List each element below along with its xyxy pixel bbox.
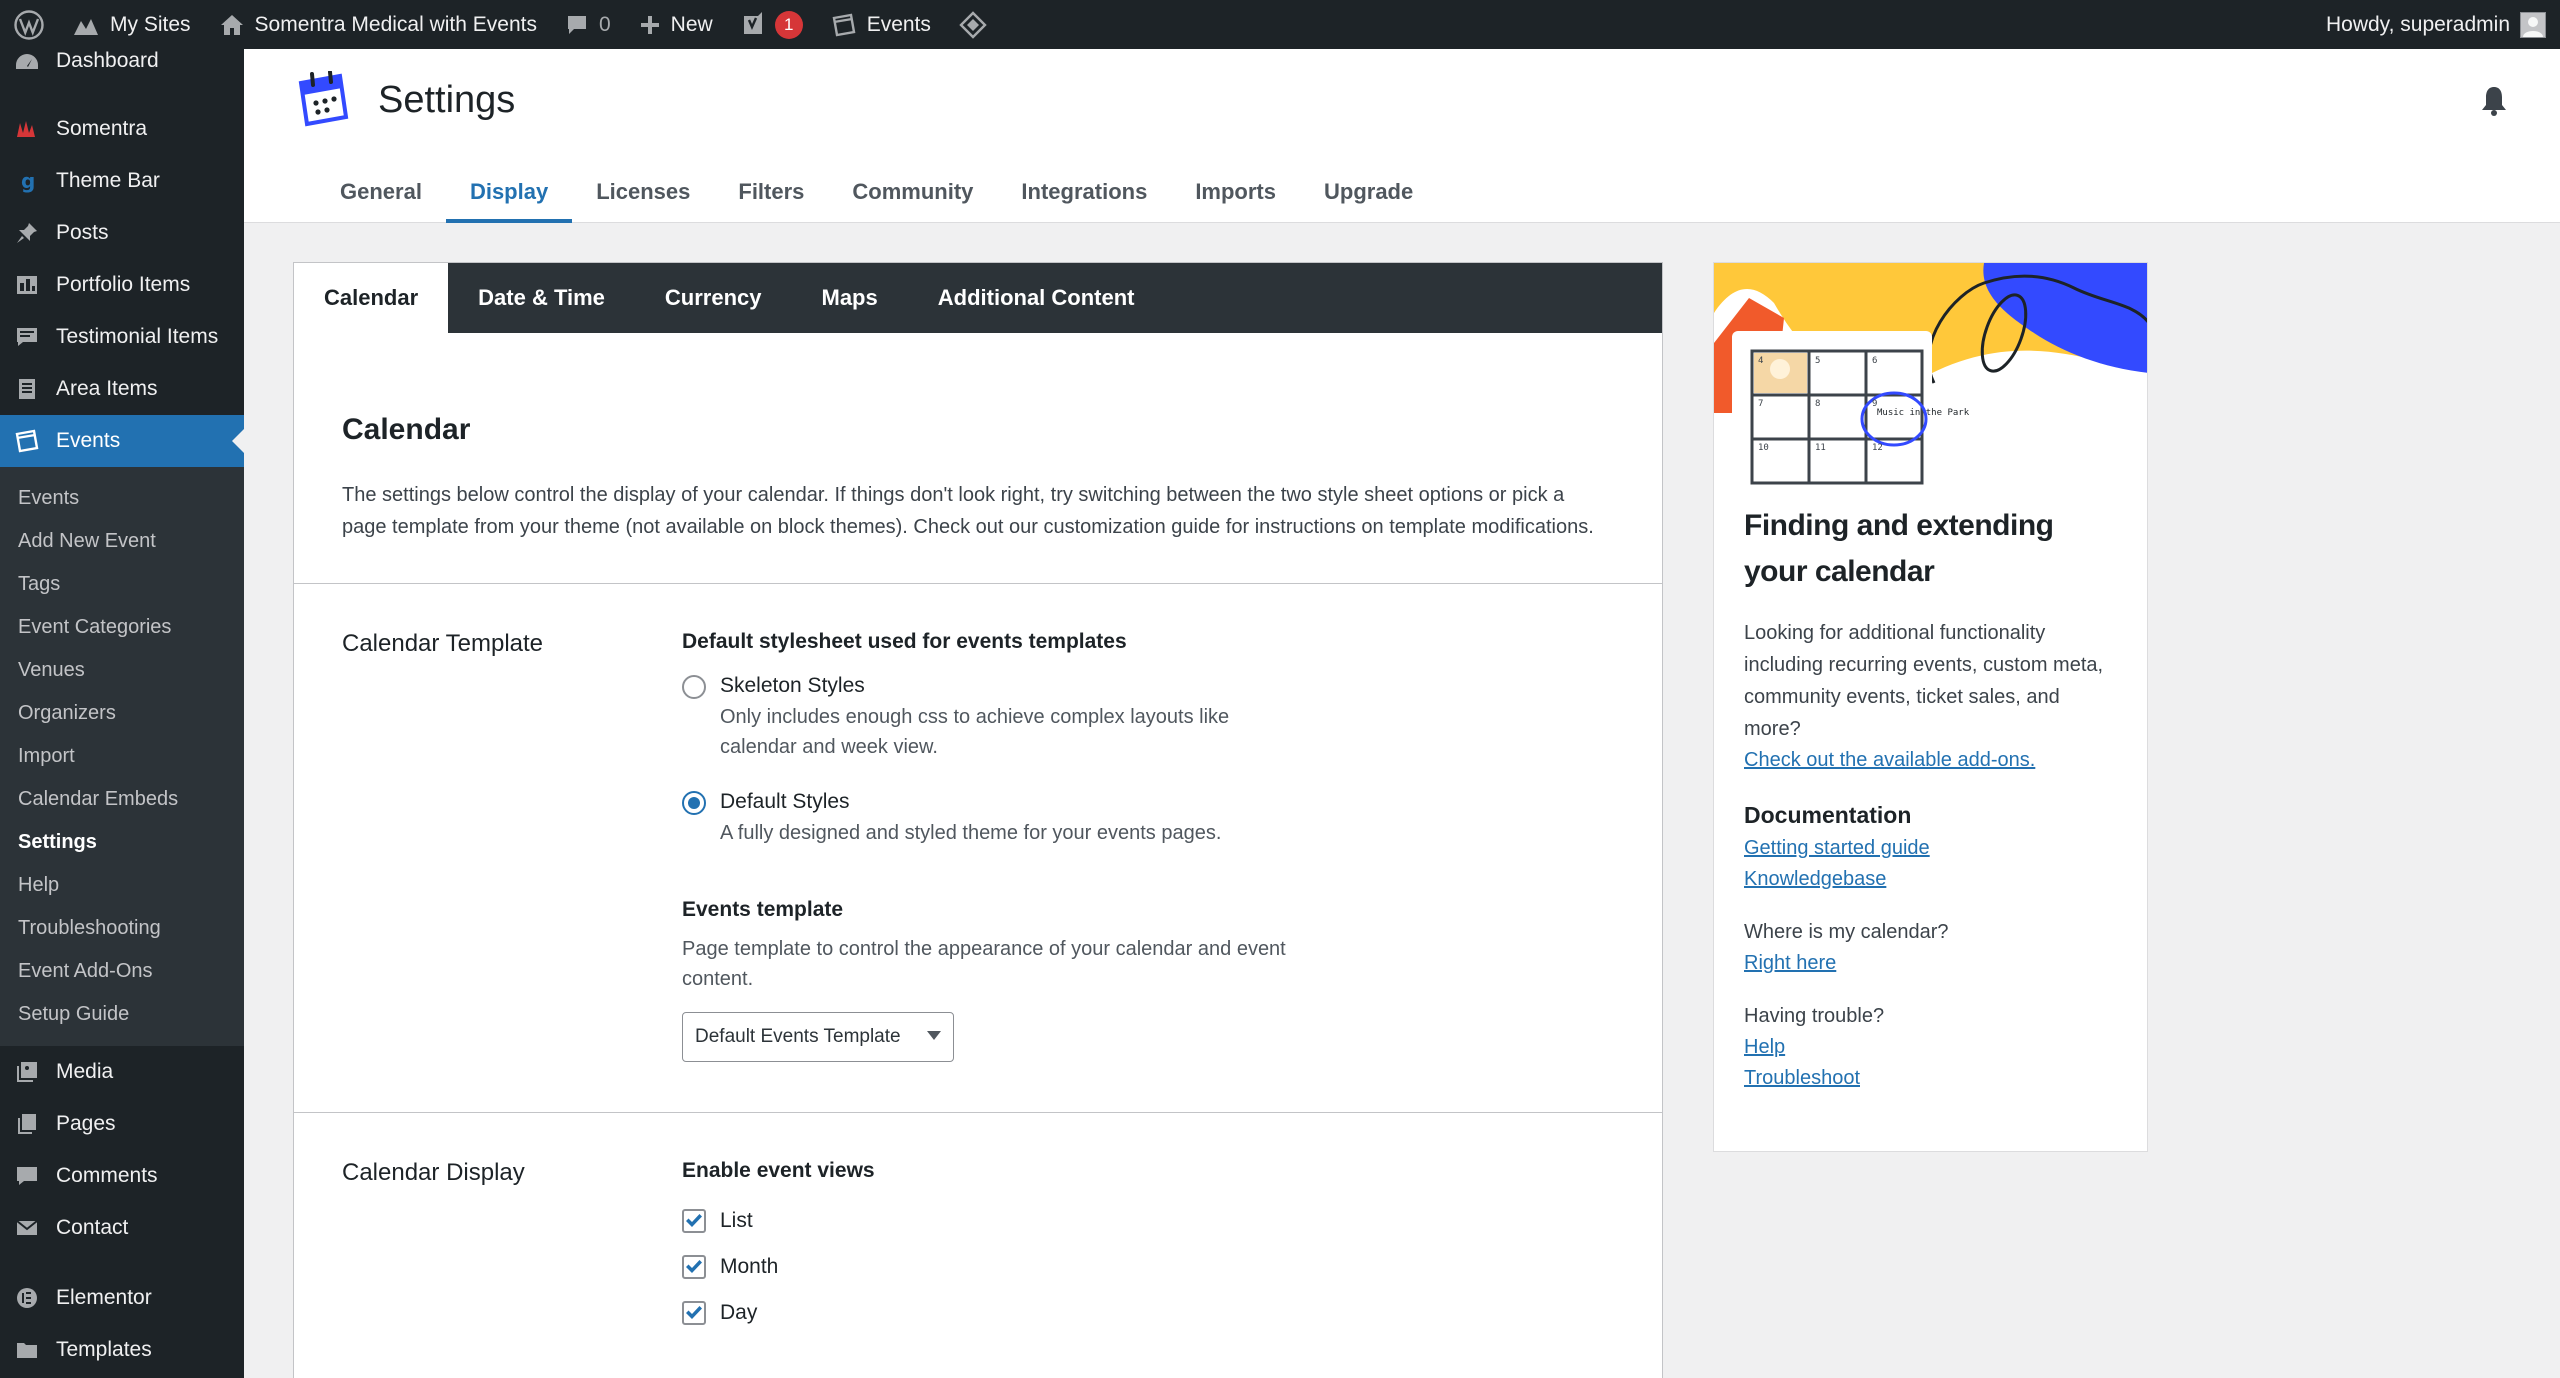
default-styles-description: A fully designed and styled theme for your events pages. <box>720 822 1222 844</box>
submenu-item-settings[interactable]: Settings <box>18 831 97 853</box>
default-styles-option[interactable] <box>682 790 1614 848</box>
media-icon <box>12 1057 42 1087</box>
troubleshoot-link[interactable]: Troubleshoot <box>1744 1067 1860 1089</box>
sidebar-label-pages: Pages <box>56 1112 116 1135</box>
sidebar-label-posts: Posts <box>56 221 109 244</box>
new-content-menu[interactable] <box>625 0 727 49</box>
mail-icon <box>12 1213 42 1243</box>
event-views-title: Enable event views <box>682 1159 875 1182</box>
art-day-number: 6 <box>1872 356 1878 366</box>
testimonial-icon <box>12 322 42 352</box>
skeleton-styles-radio[interactable] <box>682 675 706 699</box>
sidebar-item-contact[interactable] <box>0 1202 244 1254</box>
right-here-link[interactable]: Right here <box>1744 952 1837 974</box>
page-title: Settings <box>378 78 516 121</box>
submenu-item-events[interactable]: Events <box>18 487 80 509</box>
month-view-checkbox[interactable] <box>682 1255 706 1279</box>
where-calendar-question: Where is my calendar? <box>1744 921 1949 943</box>
avatar <box>2520 12 2546 38</box>
sidebar-item-comments[interactable] <box>0 1150 244 1202</box>
comment-icon <box>565 13 589 37</box>
new-label: New <box>670 12 713 36</box>
submenu-item-organizers[interactable]: Organizers <box>18 702 116 724</box>
calendar-intro-section <box>294 333 1662 584</box>
checkmark-icon <box>685 1259 703 1275</box>
sidebar-label-comments: Comments <box>56 1164 158 1187</box>
settings-panel <box>293 262 1663 1378</box>
subtab-maps[interactable]: Maps <box>821 285 878 310</box>
art-day-number: 8 <box>1815 399 1821 409</box>
sidebar-label-media: Media <box>56 1060 114 1083</box>
events-menu[interactable] <box>817 0 945 49</box>
list-view-checkbox[interactable] <box>682 1209 706 1233</box>
view-option-month[interactable] <box>682 1255 1614 1279</box>
art-day-number: 11 <box>1815 443 1826 453</box>
page-header <box>244 49 2560 223</box>
home-icon <box>219 13 245 37</box>
events-template-description: Page template to control the appearance of your calendar and event content. <box>682 938 1286 990</box>
events-calendar-icon <box>831 12 857 38</box>
diamond-menu[interactable] <box>945 0 1001 49</box>
bell-icon <box>2480 85 2508 117</box>
submenu-item-event-add-ons[interactable]: Event Add-Ons <box>18 960 153 982</box>
events-template-value: Default Events Template <box>695 1026 901 1047</box>
howdy-label: Howdy, superadmin <box>2325 12 2510 36</box>
portfolio-icon <box>12 270 42 300</box>
sidebar-item-area-items[interactable] <box>0 363 244 415</box>
plus-icon <box>639 14 661 36</box>
promo-title: Finding and extending your calendar <box>1744 509 2054 588</box>
tab-community[interactable]: Community <box>852 179 974 204</box>
skeleton-styles-label: Skeleton Styles <box>720 674 865 697</box>
calendar-template-label: Calendar Template <box>342 630 544 657</box>
list-view-label: List <box>720 1209 753 1232</box>
tab-licenses[interactable]: Licenses <box>596 179 691 204</box>
art-day-number: 10 <box>1758 443 1769 453</box>
tab-display[interactable]: Display <box>446 169 572 223</box>
account-menu[interactable] <box>2312 0 2560 49</box>
art-day-number: 7 <box>1758 399 1764 409</box>
sidebar-label-templates: Templates <box>56 1338 152 1361</box>
promo-card <box>1713 262 2148 1152</box>
calendar-illustration <box>1714 263 2148 503</box>
art-day-number: 9 <box>1872 399 1878 409</box>
subtab-date-time[interactable]: Date & Time <box>478 285 605 310</box>
sites-icon <box>72 13 100 37</box>
sidebar-label-dashboard: Dashboard <box>56 49 159 72</box>
events-submenu <box>0 467 244 1046</box>
sidebar-item-posts[interactable] <box>0 207 244 259</box>
my-sites-label: My Sites <box>110 12 191 36</box>
stylesheet-title: Default stylesheet used for events templates <box>682 630 1127 653</box>
comment-icon <box>12 1161 42 1191</box>
default-styles-label: Default Styles <box>720 790 850 813</box>
submenu-item-troubleshooting[interactable]: Troubleshooting <box>18 917 161 939</box>
diamond-icon <box>959 11 987 39</box>
sidebar-item-pages[interactable] <box>0 1098 244 1150</box>
pages-icon <box>12 1109 42 1139</box>
subtab-currency[interactable]: Currency <box>664 285 762 310</box>
sidebar-item-somentra[interactable] <box>0 103 244 155</box>
comments-menu[interactable] <box>551 0 625 49</box>
somentra-icon <box>12 114 42 144</box>
display-subtabs <box>294 263 1662 333</box>
my-sites-menu[interactable] <box>58 0 205 49</box>
events-label: Events <box>866 12 931 36</box>
wordpress-logo-button[interactable] <box>0 0 58 49</box>
sidebar-item-portfolio-items[interactable] <box>0 259 244 311</box>
calendar-display-field <box>682 1159 1614 1347</box>
art-day-number: 12 <box>1872 443 1883 453</box>
promo-body <box>1714 503 2147 1094</box>
skeleton-styles-description: Only includes enough css to achieve complex layouts like calendar and week view. <box>720 706 1230 758</box>
sidebar-separator <box>0 85 244 103</box>
yoast-icon <box>741 12 765 38</box>
submenu-item-calendar-embeds[interactable]: Calendar Embeds <box>18 788 179 810</box>
yoast-notification-badge: 1 <box>775 11 803 39</box>
knowledgebase-link[interactable]: Knowledgebase <box>1744 868 1887 890</box>
art-day-number: 4 <box>1758 356 1764 366</box>
sidebar-label-testimonial: Testimonial Items <box>56 325 219 348</box>
admin-sidebar <box>0 49 244 1378</box>
tab-general[interactable]: General <box>340 179 422 204</box>
submenu-item-setup-guide[interactable]: Setup Guide <box>18 1003 130 1025</box>
sidebar-item-media[interactable] <box>0 1046 244 1098</box>
calendar-display-row <box>294 1113 1662 1378</box>
default-styles-radio[interactable] <box>682 791 706 815</box>
svg-text:g: g <box>21 169 36 193</box>
sidebar-item-testimonial-items[interactable] <box>0 311 244 363</box>
admin-bar <box>0 0 2560 49</box>
submenu-item-import[interactable]: Import <box>18 745 75 767</box>
sidebar-label-somentra: Somentra <box>56 117 148 140</box>
folder-icon <box>12 1335 42 1365</box>
sidebar-label-elementor: Elementor <box>56 1286 152 1309</box>
tab-upgrade[interactable]: Upgrade <box>1324 179 1414 204</box>
comments-count: 0 <box>598 12 611 36</box>
elementor-icon <box>12 1283 42 1313</box>
chevron-down-icon <box>927 1031 941 1040</box>
promo-illustration <box>1714 263 2147 503</box>
help-link[interactable]: Help <box>1744 1036 1786 1058</box>
tab-filters[interactable]: Filters <box>738 179 805 204</box>
sidebar-item-templates[interactable] <box>0 1324 244 1376</box>
sidebar-item-theme-bar[interactable] <box>0 155 244 207</box>
sidebar-separator <box>0 1254 244 1272</box>
calendar-display-label: Calendar Display <box>342 1159 525 1186</box>
section-description: The settings below control the display of your calendar. If things don't look right, try switching between the two style sheet options or pick a page template from your theme (not available on block themes). Check out our customization guide for instructions on template modifications. <box>342 484 1594 538</box>
sidebar-label-contact: Contact <box>56 1216 129 1239</box>
sidebar-label-theme-bar: Theme Bar <box>56 169 160 192</box>
sidebar-label-portfolio: Portfolio Items <box>56 273 191 296</box>
promo-text: Looking for additional functionality including recurring events, custom meta, community events, ticket sales, and more? <box>1744 622 2104 740</box>
day-view-checkbox[interactable] <box>682 1301 706 1325</box>
tab-imports[interactable]: Imports <box>1195 179 1276 204</box>
pin-icon <box>12 218 42 248</box>
art-day-number: 5 <box>1815 356 1821 366</box>
art-event-label: Music in the Park <box>1877 408 1970 418</box>
yoast-seo-menu[interactable] <box>727 0 817 49</box>
events-template-select[interactable] <box>682 1012 954 1062</box>
calendar-template-field <box>682 630 1614 1062</box>
page-title-group <box>296 71 515 129</box>
section-heading: Calendar <box>342 413 471 446</box>
tab-integrations[interactable]: Integrations <box>1021 179 1148 204</box>
events-calendar-logo-icon <box>296 71 350 129</box>
events-calendar-icon <box>12 426 42 456</box>
calendar-template-row <box>294 584 1662 1113</box>
submenu-item-help[interactable]: Help <box>18 874 60 896</box>
theme-bar-icon <box>12 166 42 196</box>
day-view-label: Day <box>720 1301 758 1324</box>
notifications-button[interactable] <box>2480 85 2508 122</box>
submenu-item-tags[interactable]: Tags <box>18 573 61 595</box>
getting-started-link[interactable]: Getting started guide <box>1744 837 1930 859</box>
dashboard-icon <box>12 49 42 79</box>
sidebar-item-dashboard[interactable] <box>0 49 244 85</box>
settings-tabs <box>316 169 1437 223</box>
subtab-additional-content[interactable]: Additional Content <box>937 285 1135 310</box>
events-template-title: Events template <box>682 898 844 921</box>
month-view-label: Month <box>720 1255 779 1278</box>
having-trouble-question: Having trouble? <box>1744 1005 1885 1027</box>
view-option-list[interactable] <box>682 1209 1614 1233</box>
checkmark-icon <box>685 1305 703 1321</box>
user-avatar-icon <box>2521 13 2545 37</box>
submenu-item-event-categories[interactable]: Event Categories <box>18 616 172 638</box>
sidebar-label-events: Events <box>56 429 121 452</box>
submenu-item-venues[interactable]: Venues <box>18 659 85 681</box>
documentation-heading: Documentation <box>1744 802 1912 828</box>
wordpress-icon <box>14 10 44 40</box>
view-option-day[interactable] <box>682 1301 1614 1325</box>
addons-link[interactable]: Check out the available add-ons. <box>1744 749 2036 771</box>
document-icon <box>12 374 42 404</box>
sidebar-item-elementor[interactable] <box>0 1272 244 1324</box>
subtab-calendar[interactable]: Calendar <box>294 263 448 333</box>
site-name-menu[interactable] <box>205 0 551 49</box>
skeleton-styles-option[interactable] <box>682 674 1614 762</box>
sidebar-label-area: Area Items <box>56 377 158 400</box>
sidebar-item-events[interactable] <box>0 415 244 467</box>
submenu-item-add-new-event[interactable]: Add New Event <box>18 530 156 552</box>
checkmark-icon <box>685 1213 703 1229</box>
site-name-label: Somentra Medical with Events <box>254 12 537 36</box>
